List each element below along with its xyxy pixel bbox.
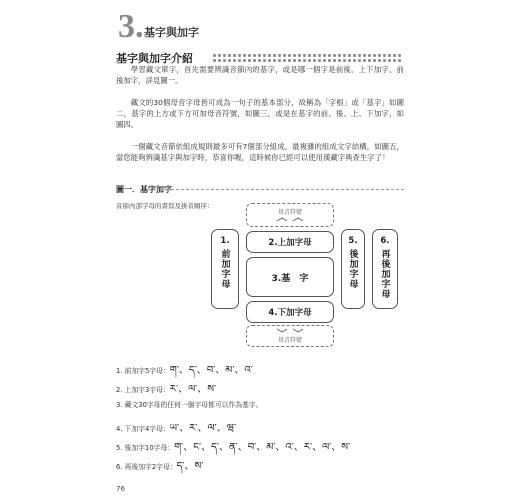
section-title: 基字與加字介紹 bbox=[116, 50, 197, 66]
vowel-sign-top-box bbox=[246, 203, 334, 227]
chapter-title: 基字與加字 bbox=[144, 26, 199, 39]
figure-title: 圖一．基字加字 bbox=[116, 185, 172, 194]
list-item bbox=[116, 455, 203, 483]
prefix-number: 1. bbox=[220, 236, 230, 246]
paragraph-3: 一個藏文音節依組成規則最多可有7個部分組成，最複雜的組成文字結構，如圖五，當您能夠辨識基字與加字時，恭喜你喔，這時候你已經可以使用漢藏字典查生字了！ bbox=[116, 142, 404, 162]
vowel-sign-bottom-box bbox=[246, 325, 334, 347]
root-letter-box bbox=[246, 257, 334, 297]
superscript-label: 2.上加字母 bbox=[268, 238, 312, 248]
list-item-tibetan: ག་、ང་、ད་、ན་、བ་、མ་、འ་、ར་、ལ་、ས་ bbox=[174, 442, 351, 453]
list-item-label: 6. 再後加字2字母： bbox=[116, 463, 177, 471]
superscript-box bbox=[246, 231, 334, 253]
suffix-box bbox=[341, 229, 365, 309]
list-item bbox=[116, 399, 262, 410]
post-suffix-number: 6. bbox=[380, 236, 390, 246]
figure-dashed-rule bbox=[166, 189, 404, 190]
paragraph-2: 藏文的30個母音字母皆可成為一句子的基本部分，故稱為「字根」或「基字」如圖二，基字的上方或下方可加母音符號，如圖三，或是在基字的前、後、上、下加字，如圖四。 bbox=[116, 98, 404, 129]
prefix-box bbox=[211, 229, 239, 309]
vowel-mark-icon bbox=[275, 328, 305, 334]
post-suffix-label: 再後加字母 bbox=[379, 249, 390, 299]
list-item-label: 3. 藏文30字母的任何一個字母都可以作為基字。 bbox=[116, 401, 263, 409]
list-item-label: 2. 上加字3字母： bbox=[116, 386, 170, 394]
list-item-tibetan: ག་、ད་、བ་、མ་、འ་ bbox=[169, 365, 253, 376]
vowel-sign-top-label: 母音符號 bbox=[277, 209, 302, 216]
list-item-tibetan: ད་、ས་ bbox=[176, 461, 204, 472]
page-number: 76 bbox=[116, 485, 125, 493]
subscript-label: 4.下加字母 bbox=[268, 308, 312, 318]
subscript-box bbox=[246, 301, 334, 323]
prefix-label: 前加字母 bbox=[219, 249, 230, 289]
root-letter-label: 3.基 字 bbox=[271, 273, 309, 284]
post-suffix-box bbox=[372, 229, 398, 309]
vowel-sign-bottom-label: 母音符號 bbox=[277, 337, 302, 344]
list-item-tibetan: ར་、ལ་、ས་ bbox=[169, 384, 217, 395]
chapter-number: 3. bbox=[118, 8, 144, 45]
list-item-label: 5. 後加字10字母： bbox=[116, 444, 175, 452]
vowel-mark-icon bbox=[275, 217, 305, 223]
section-dot-rule bbox=[212, 53, 402, 63]
suffix-number: 5. bbox=[348, 236, 358, 246]
paragraph-1: 學習藏文單字，首先需要辨識音節內的基字，或是哪一個字是前後、上下加字、前後加字，詳見圖一。 bbox=[116, 65, 404, 85]
list-item-tibetan: ཡ་、ར་、ལ་、ཝ་ bbox=[169, 423, 237, 434]
list-item-label: 4. 下加字4字母： bbox=[116, 425, 170, 433]
suffix-label: 後加字母 bbox=[347, 249, 358, 289]
list-item-label: 1. 前加字5字母： bbox=[116, 367, 170, 375]
figure-caption: 音節內部字母的書寫及拼音順序： bbox=[116, 202, 214, 210]
